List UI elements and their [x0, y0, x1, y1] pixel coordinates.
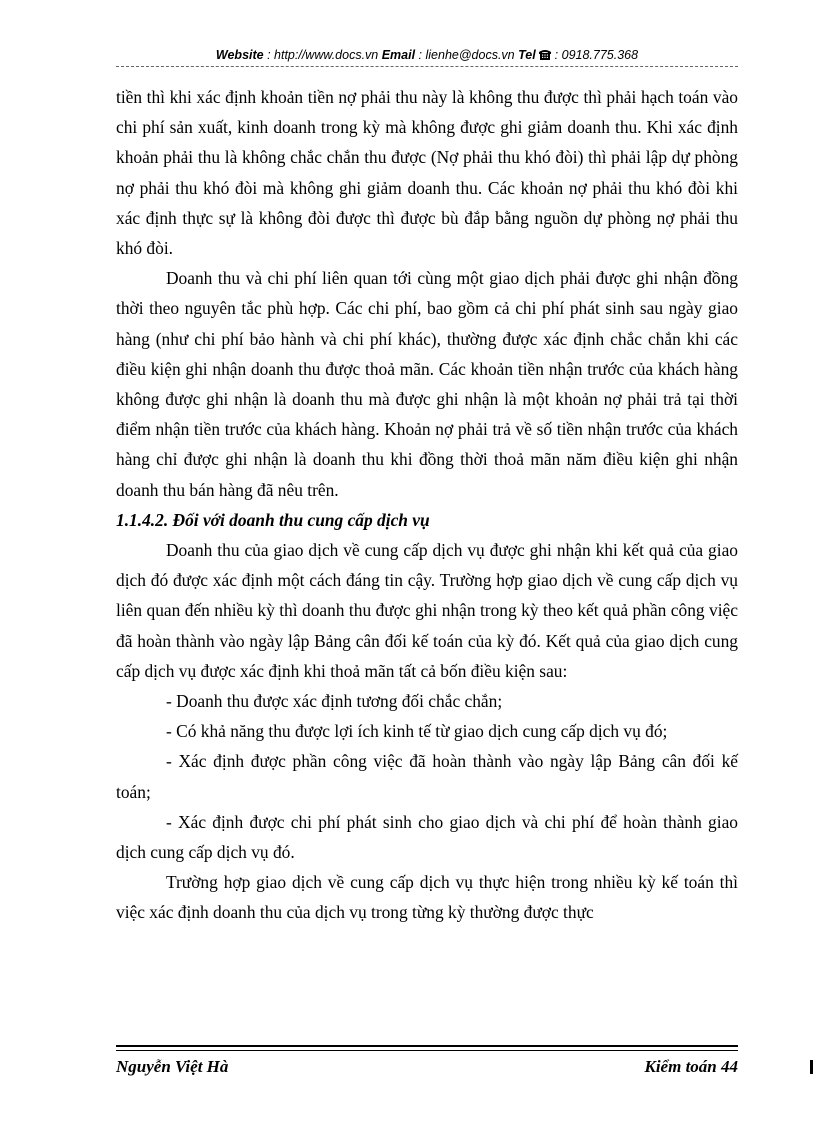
- paragraph-4: Trường hợp giao dịch về cung cấp dịch vụ thực hiện trong nhiều kỳ kế toán thì việc xác định doanh thu của dịch vụ trong từng kỳ thường được thực: [116, 872, 738, 923]
- tel-label: Tel: [518, 48, 536, 62]
- email-label: Email: [381, 48, 416, 62]
- footer-author: Nguyễn Việt Hà: [116, 1057, 229, 1076]
- website-label: Website: [215, 48, 264, 62]
- header-divider: [116, 66, 738, 67]
- footer-divider-thin: [116, 1050, 738, 1051]
- condition-item-3: - Xác định được phần công việc đã hoàn thành vào ngày lập Bảng cân đối kế toán;: [116, 751, 738, 802]
- condition-item-4: - Xác định được chi phí phát sinh cho giao dịch và chi phí để hoàn thành giao dịch cung cấp dịch vụ đó.: [116, 811, 738, 863]
- condition-item-2: - Có khả năng thu được lợi ích kinh tế từ giao dịch cung cấp dịch vụ đó;: [166, 721, 668, 742]
- document-body: [116, 82, 738, 928]
- website-value: : http://www.docs.vn: [263, 48, 382, 62]
- phone-icon: [539, 47, 551, 65]
- page-header: [116, 46, 738, 65]
- footer-divider-thick: [116, 1045, 738, 1047]
- section-heading: 1.1.4.2. Đối với doanh thu cung cấp dịch vụ: [116, 509, 430, 530]
- footer-page-label: Kiểm toán 44: [644, 1057, 738, 1076]
- paragraph-3: Doanh thu của giao dịch về cung cấp dịch vụ được ghi nhận khi kết quả của giao dịch đó được xác định một cách đáng tin cậy. Trường hợp giao dịch về cung cấp dịch vụ liên quan đến nhiều kỳ thì doanh thu được ghi nhận trong kỳ theo kết quả phần công việc đã hoàn thành vào ngày lập Bảng cân đối kế toán của kỳ đó. Kết quả của giao dịch cung cấp dịch vụ được xác định khi thoả mãn tất cả bốn điều kiện sau:: [116, 540, 738, 681]
- paragraph-2: Doanh thu và chi phí liên quan tới cùng một giao dịch phải được ghi nhận đồng thời theo nguyên tắc phù hợp. Các chi phí, bao gồm cả chi phí phát sinh sau ngày giao hàng (như chi phí bảo hành và chi phí khác), thường được xác định chắc chắn khi các điều kiện ghi nhận doanh thu được thoả mãn. Các khoản tiền nhận trước của khách hàng không được ghi nhận là doanh thu mà được ghi nhận là một khoản nợ phải trả tại thời điểm nhận tiền trước của khách hàng. Khoản nợ phải trả về số tiền nhận trước của khách hàng chỉ được ghi nhận là doanh thu khi đồng thời thoả mãn năm điều kiện ghi nhận doanh thu bán hàng đã nêu trên.: [116, 268, 738, 500]
- condition-item-1: - Doanh thu được xác định tương đối chắc chắn;: [166, 691, 503, 712]
- email-value: : lienhe@docs.vn: [415, 48, 519, 62]
- tel-value: : 0918.775.368: [551, 48, 639, 62]
- page-edge-mark: [810, 1060, 813, 1074]
- paragraph-1: tiền thì khi xác định khoản tiền nợ phải thu này là không thu được thì phải hạch toán vào chi phí sản xuất, kinh doanh trong kỳ mà không được ghi giảm doanh thu. Khi xác định khoản phải thu là không chắc chắn thu được (Nợ phải thu khó đòi) thì phải lập dự phòng nợ phải thu khó đòi mà không ghi giảm doanh thu. Các khoản nợ phải thu khó đòi khi xác định thực sự là không đòi được thì được bù đắp bằng nguồn dự phòng nợ phải thu khó đòi.: [116, 87, 738, 259]
